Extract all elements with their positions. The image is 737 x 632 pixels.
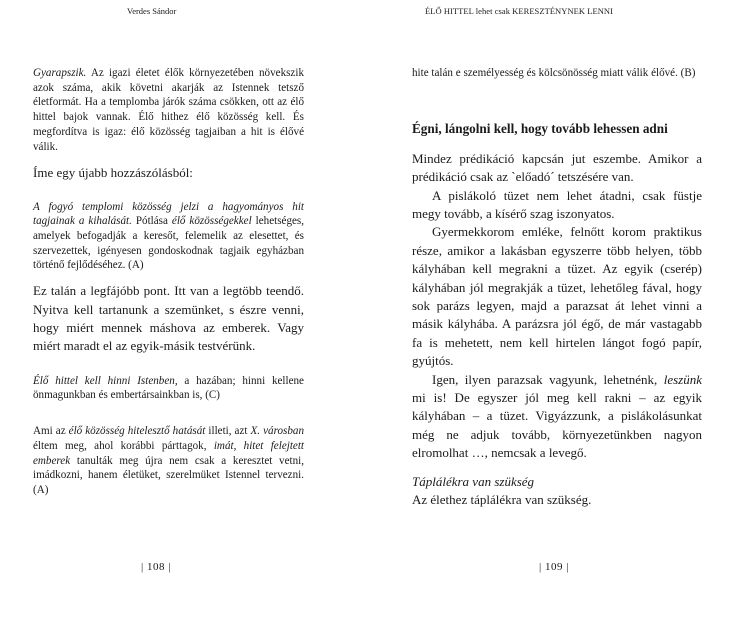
paragraph-commentary: Ez talán a legfájóbb pont. Itt van a legtöbb teendő. Nyitva kell tartanunk a szemünket, s észre venni, hogy miért mennek máshova az emberek. Vagy miért maradt el az egyik-másik testvérünk. — [33, 283, 304, 354]
running-head-title: ÉLŐ HITTEL lehet csak KERESZTÉNYNEK LENNI — [425, 6, 613, 16]
right-page — [368, 0, 736, 632]
page-number-right: | 109 | — [539, 561, 569, 573]
left-page — [0, 0, 368, 632]
paragraph-nourishment: Az élethez táplálékra van szükség. — [412, 492, 592, 508]
left-text-column — [33, 66, 304, 498]
paragraph-intro: Íme egy újabb hozzászólásból: — [33, 165, 193, 181]
paragraph-childhood: Gyermekkorom emléke, felnőtt korom praktikus része, amikor a lakásban egyszerre több helyen, több kályhában kell megrakni a tüzet. Az egyik (cserép) kályhában jól megrakják a tüzet, lehetőleg fával, hogy sok parázs legyen, majd a parazsat át lehet vinni a másik kályhába. A parázsra jól égő, de már vastagabb fa is mehetett, nem kell hirtelen lángot fogó papír, gyújtós. — [412, 224, 702, 369]
paragraph-quote-1: Gyarapszik. Az igazi életet élők környezetében növekszik azok száma, akik követni akarják az Istennek tetsző életformát. Ha a templomba járók száma csökken, ott az élő hittel bajok vannak. Élő hithez élő közösség kell. És megfordítva is igaz: élő közösség tagjaiban a hit is élővé válik. — [33, 67, 304, 153]
running-head-author: Verdes Sándor — [127, 6, 177, 16]
paragraph-quote-continued: hite talán e személyesség és kölcsönösség miatt válik élővé. (B) — [412, 67, 696, 79]
page-number-left: | 108 | — [141, 561, 171, 573]
paragraph-flicker: A pislákoló tüzet nem lehet átadni, csak füstje megy tovább, a kísérő szag iszonyatos. — [412, 187, 702, 221]
subheading-nourishment: Táplálékra van szükség — [412, 473, 535, 489]
section-heading: Égni, lángolni kell, hogy tovább lehessen adni — [412, 120, 668, 136]
paragraph-quote-4: Ami az élő közösség hitelesztő hatását illeti, azt X. városban éltem meg, ahol korábbi párttagok, imát, hitet felejtett emberek tanulták meg újra nem csak a keresztet vetni, imádkozni, hanem életüket, szerelmüket Istennel tervezni. (A) — [33, 425, 305, 496]
paragraph-quote-2: A fogyó templomi közösség jelzi a hagyományos hit tagjainak a kihalását. Pótlása élő közösségekkel lehetséges, amelyek befogadják a keresőt, felemelik az elesettet, és szervezettek, igényesen gondoskodnak tagjaik egyházban történő fejlődéséhez. (A) — [33, 200, 305, 272]
paragraph-embers: Igen, ilyen parazsak vagyunk, lehetnénk, leszünk mi is! De egyszer jól meg kell rakni – az egyik kályhában – a tüzet. Vigyázzunk, a pislákolásunkat még ne adjuk tovább, környezetünkben nagyon elromolhat …, nemcsak a levegő. — [412, 371, 702, 461]
paragraph-sermon: Mindez prédikáció kapcsán jut eszembe. Amikor a prédikáció csak az ˋelőadóˊ tetszésére van. — [412, 150, 702, 185]
paragraph-quote-3: Élő hittel kell hinni Istenben, a hazában; hinni kellene önmagunkban és embertársainkban is, (C) — [33, 374, 304, 402]
right-text-column — [412, 66, 702, 509]
